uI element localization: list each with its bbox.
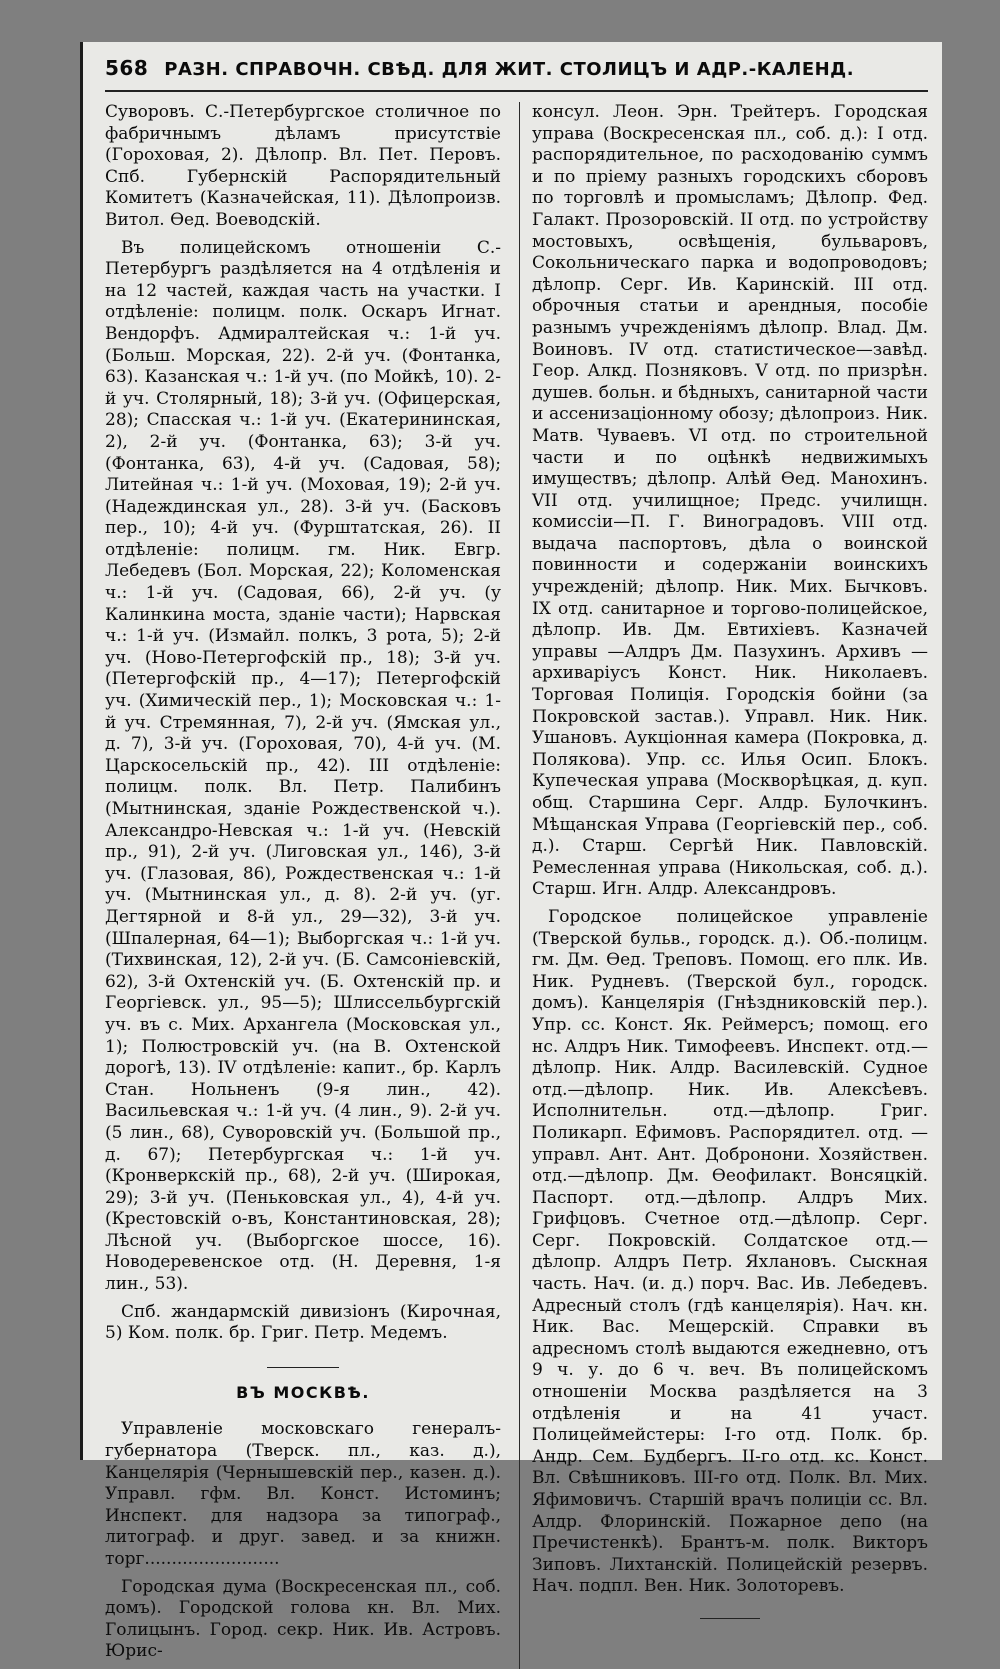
page-header	[105, 56, 928, 92]
left-column	[105, 102, 501, 1669]
paragraph: консул. Леон. Эрн. Трейтеръ. Городская управа (Воскресенская пл., соб. д.): I отд. распорядительное, по расходованію суммъ и по пріему разныхъ городскихъ сборовъ по торговлѣ и промысламъ; Дѣлопр. Фед. Галакт. Прозоровскій. II отд. по устройству мостовыхъ, освѣщенія, бульваровъ, Сокольническаго парка и водопроводовъ; дѣлопр. Серг. Ив. Каринскій. III отд. оброчныя статьи и арендныя, пособіе разнымъ учрежденіямъ дѣлопр. Влад. Дм. Воиновъ. IV отд. статистическое—завѣд. Геор. Алкд. Позняковъ. V отд. по призрѣн. душев. больн. и бѣдныхъ, санитарной части и ассенизаціонному обозу; дѣлопроиз. Ник. Матв. Чуваевъ. VI отд. по строительной части и по оцѣнкѣ недвижимыхъ имуществъ; дѣлопр. Алѣй Ѳед. Манохинъ. VII отд. училищное; Предс. училищн. комиссіи—П. Г. Виноградовъ. VIII отд. выдача паспортовъ, дѣла о воинской повинности и содержаніи воинскихъ учрежденій; дѣлопр. Ник. Мих. Бычковъ. IX отд. санитарное и торгово-полицейское, дѣлопр. Ив. Дм. Евтихіевъ. Казначей управы —Алдръ Дм. Пазухинъ. Архивъ — архиваріусъ Конст. Ник. Николаевъ. Торговая Полиція. Городскія бойни (за Покровской застав.). Управл. Ник. Ник. Ушановъ. Аукціонная камера (Покровка, д. Полякова). Упр. сс. Илья Осип. Блокъ. Купеческая управа (Москворѣцкая, д. куп. общ. Старшина Серг. Алдр. Булочкинъ. Мѣщанская Управа (Георгіевскій пер., соб. д.). Старш. Сергѣй Ник. Павловскій. Ремесленная управа (Никольская, соб. д.). Старш. Игн. Алдр. Александровъ.	[532, 102, 928, 900]
paragraph: Городская дума (Воскресенская пл., соб. домъ). Городской голова кн. Вл. Мих. Голицынъ. Город. секр. Ник. Ив. Астровъ. Юрис-	[105, 1576, 501, 1662]
paragraph: Въ полицейскомъ отношеніи С.-Петербургъ раздѣляется на 4 отдѣленія и на 12 частей, каждая часть на участки. I отдѣленіе: полицм. полк. Оскаръ Игнат. Вендорфъ. Адмиралтейская ч.: 1-й уч. (Больш. Морская, 22). 2-й уч. (Фонтанка, 63). Казанская ч.: 1-й уч. (по Мойкѣ, 10). 2-й уч. Столярный, 18); 3-й уч. (Офицерская, 28); Спасская ч.: 1-й уч. (Екатерининская, 2), 2-й уч. (Фонтанка, 63); 3-й уч. (Фонтанка, 63), 4-й уч. (Садовая, 58); Литейная ч.: 1-й уч. (Моховая, 19); 2-й уч. (Надеждинская ул., 28). 3-й уч. (Басковъ пер., 10); 4-й уч. (Фурштатская, 26). II отдѣленіе: полицм. гм. Ник. Евгр. Лебедевъ (Бол. Морская, 22); Коломенская ч.: 1-й уч. (Садовая, 66), 2-й уч. (у Калинкина моста, зданіе части); Нарвская ч.: 1-й уч. (Измайл. полкъ, 3 рота, 5); 2-й уч. (Ново-Петергофскій пр., 18); 3-й уч. (Петергофскій пр., 4—17); Петергофскій уч. (Химическій пер., 1); Московская ч.: 1-й уч. Стремянная, 7), 2-й уч. (Ямская ул., д. 7), 3-й уч. (Гороховая, 70), 4-й уч. (М. Царскосельскій пр., 42). III отдѣленіе: полицм. полк. Вл. Петр. Палибинъ (Мытнинская, зданіе Рождественской ч.). Александро-Невская ч.: 1-й уч. (Невскій пр., 91), 2-й уч. (Лиговская ул., 146), 3-й уч. (Глазовая, 86), Рождественская ч.: 1-й уч. (Мытнинская ул., д. 8). 2-й уч. (уг. Дегтярной и 8-й ул., 29—32), 3-й уч. (Шпалерная, 64—1); Выборгская ч.: 1-й уч. (Тихвинская, 12), 2-й уч. (Б. Самсоніевскій, 62), 3-й Охтенскій уч. (Б. Охтенскій пр. и Георгіевск. ул., 95—5); Шлиссельбургскій уч. въ с. Мих. Архангела (Московская ул., 1); Полюстровскій уч. (на В. Охтенской дорогѣ, 13). IV отдѣленіе: капит., бр. Карлъ Стан. Нольненъ (9-я лин., 42). Васильевская ч.: 1-й уч. (4 лин., 9). 2-й уч. (5 лин., 68), Суворовскій уч. (Большой пр., д. 67); Петербургская ч.: 1-й уч. (Кронверкскій пр., 68), 2-й уч. (Широкая, 29); 3-й уч. (Пеньковская ул., 4), 4-й уч. (Крестовскій о-въ, Константиновская, 28); Лѣсной уч. (Выборгское шоссе, 16). Новодеревенское отд. (Н. Деревня, 1-я лин., 53).	[105, 237, 501, 1295]
paragraph: Управленіе московскаго генералъ-губернатора (Тверск. пл., каз. д.), Канцелярія (Чернышевскій пер., казен. д.). Управл. гфм. Вл. Конст. Истоминъ; Инспект. для надзора за типограф., литограф. и друг. завед. и за книжн. торг.........................	[105, 1419, 501, 1569]
document-page	[80, 42, 942, 1662]
paragraph: Суворовъ. С.-Петербургское столичное по фабричнымъ дѣламъ присутствіе (Гороховая, 2). Дѣлопр. Вл. Пет. Перовъ. Спб. Губернскій Распорядительный Комитетъ (Казначейская, 11). Дѣлопроизв. Витол. Ѳед. Воеводскій.	[105, 102, 501, 230]
section-divider	[267, 1367, 339, 1368]
end-divider	[700, 1618, 760, 1619]
right-column	[519, 102, 928, 1669]
section-title: ВЪ МОСКВѢ.	[236, 1382, 370, 1402]
paragraph: Спб. жандармскій дивизіонъ (Кирочная, 5) Ком. полк. бр. Григ. Петр. Медемъ.	[105, 1301, 501, 1344]
page-number: 568	[105, 56, 149, 80]
paragraph: Городское полицейское управленіе (Тверской бульв., городск. д.). Об.-полицм. гм. Дм. Ѳед. Треповъ. Помощ. его плк. Ив. Ник. Рудневъ. (Тверской бул., городск. домъ). Канцелярія (Гнѣздниковскій пер.). Упр. сс. Конст. Як. Реймерсъ; помощ. его нс. Алдръ Ник. Тимофеевъ. Инспект. отд.—дѣлопр. Ник. Алдр. Василевскій. Судное отд.—дѣлопр. Ник. Ив. Алексѣевъ. Исполнительн. отд.—дѣлопр. Григ. Поликарп. Ефимовъ. Распорядител. отд. —управл. Ант. Ант. Добронони. Хозяйствен. отд.—дѣлопр. Дм. Ѳеофилакт. Вонсяцкій. Паспорт. отд.—дѣлопр. Алдръ Мих. Грифцовъ. Счетное отд.—дѣлопр. Серг. Серг. Покровскій. Солдатское отд.—дѣлопр. Алдръ Петр. Яхлановъ. Сыскная часть. Нач. (и. д.) порч. Вас. Ив. Лебедевъ. Адресный столъ (гдѣ канцелярія). Нач. кн. Ник. Вас. Мещерскій. Справки въ адресномъ столѣ выдаются ежедневно, отъ 9 ч. у. до 6 ч. веч. Въ полицейскомъ отношеніи Москва раздѣляется на 3 отдѣленія и на 41 участ. Полицеймейстеры: I-го отд. Полк. бр. Андр. Сем. Будбергъ. II-го отд. кс. Конст. Вл. Свѣшниковъ. III-го отд. Полк. Вл. Мих. Яфимовичъ. Старшій врачъ полиціи сс. Вл. Алдр. Флоринскій. Пожарное депо (на Пречистенкѣ). Брантъ-м. полк. Викторъ Зиповъ. Лихтанскій. Полицейскій резервъ. Нач. подпл. Вен. Ник. Золоторевъ.	[532, 906, 928, 1597]
text-columns	[105, 102, 928, 1669]
running-title: РАЗН. СПРАВОЧН. СВѢД. ДЛЯ ЖИТ. СТОЛИЦЪ И АДР.-КАЛЕНД.	[164, 59, 855, 80]
